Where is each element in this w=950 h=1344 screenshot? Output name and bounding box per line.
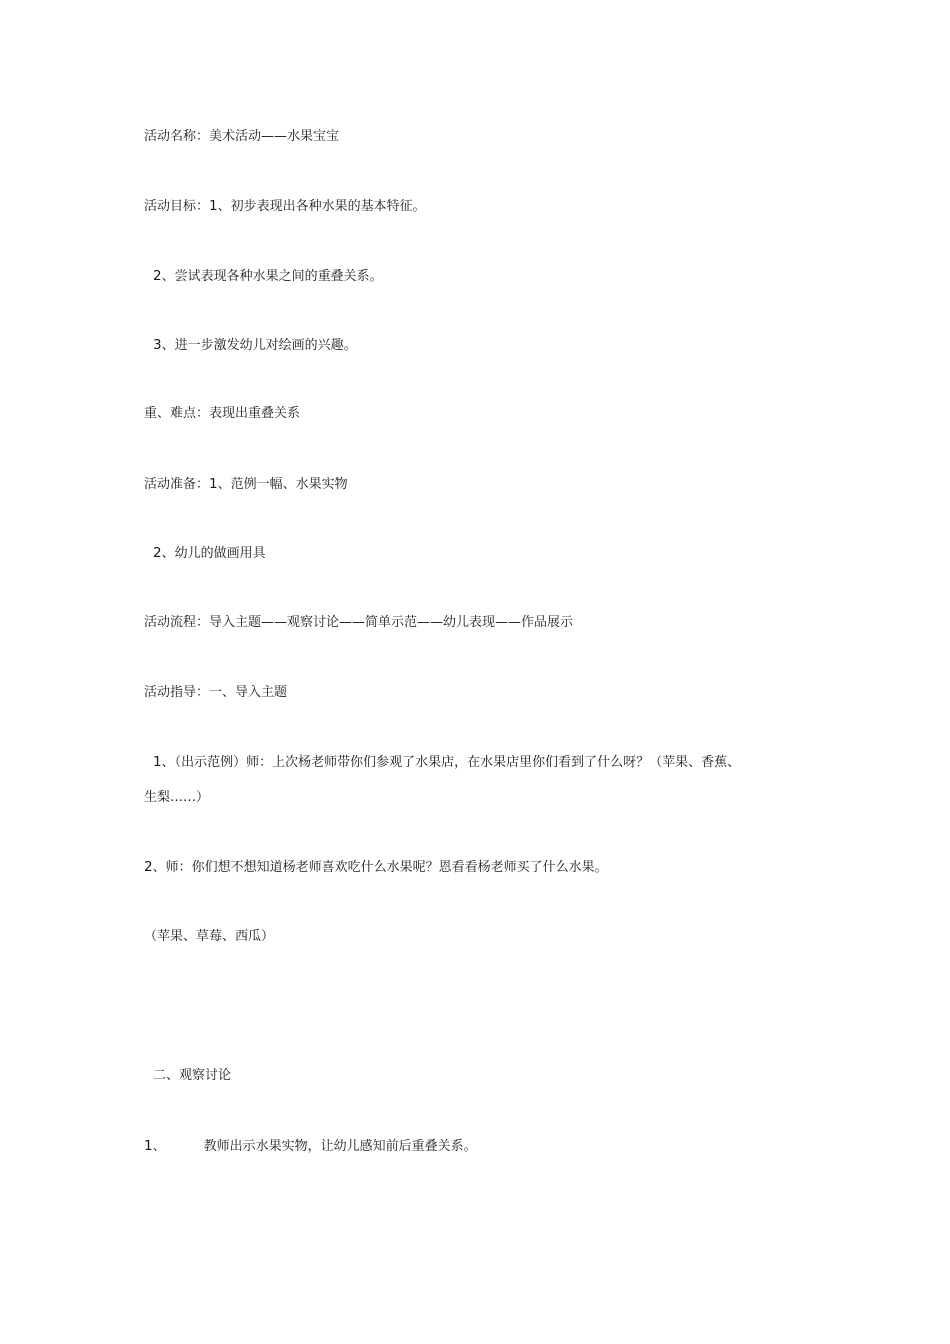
step-2-answer: （苹果、草莓、西瓜） [144, 929, 275, 944]
goal-3-text: 、进一步激发幼儿对绘画的兴趣。 [161, 338, 357, 353]
obs-1-text: 教师出示水果实物，让幼儿感知前后重叠关系。 [203, 1139, 477, 1154]
step-2-text: 、师：你们想不想知道杨老师喜欢吃什么水果呢？恩看看杨老师买了什么水果。 [152, 860, 608, 875]
prep-2-number: 2 [153, 545, 162, 561]
prep-2-text: 、幼儿的做画用具 [161, 546, 266, 561]
goal-1-number: 1 [209, 198, 218, 214]
step-2-number: 2 [144, 859, 153, 875]
step-1-text: 、（出示范例）师：上次杨老师带你们参观了水果店，在水果店里你们看到了什么呀？（苹果、香蕉、 [161, 755, 741, 770]
obs-1-separator: 、 [152, 1139, 166, 1154]
prep-2-line [153, 545, 266, 562]
observation-1-line [144, 1138, 477, 1155]
obs-1-number: 1 [144, 1138, 153, 1154]
goal-2-line [153, 268, 383, 285]
goal-2-number: 2 [153, 268, 162, 284]
step-1-continuation: 生梨……） [144, 790, 210, 805]
activity-goal-label: 活动目标： [144, 199, 210, 214]
step-1-line [153, 754, 740, 771]
flow-line: 活动流程：导入主题——观察讨论——简单示范——幼儿表现——作品展示 [144, 615, 574, 630]
goal-1-text: 、初步表现出各种水果的基本特征。 [217, 199, 426, 214]
activity-name-line: 活动名称：美术活动——水果宝宝 [144, 129, 340, 144]
step-2-line [144, 859, 608, 876]
activity-goal-line [144, 198, 426, 215]
prep-1-number: 1 [209, 476, 218, 492]
prep-1-text: 、范例一幅、水果实物 [217, 477, 348, 492]
goal-3-line [153, 337, 357, 354]
prep-line [144, 476, 348, 493]
prep-label: 活动准备： [144, 477, 210, 492]
section-2-heading: 二、观察讨论 [153, 1068, 232, 1083]
goal-2-text: 、尝试表现各种水果之间的重叠关系。 [161, 269, 383, 284]
step-1-number: 1 [153, 754, 162, 770]
difficulty-line: 重、难点：表现出重叠关系 [144, 406, 301, 421]
goal-3-number: 3 [153, 337, 162, 353]
guide-line: 活动指导：一、导入主题 [144, 685, 288, 700]
